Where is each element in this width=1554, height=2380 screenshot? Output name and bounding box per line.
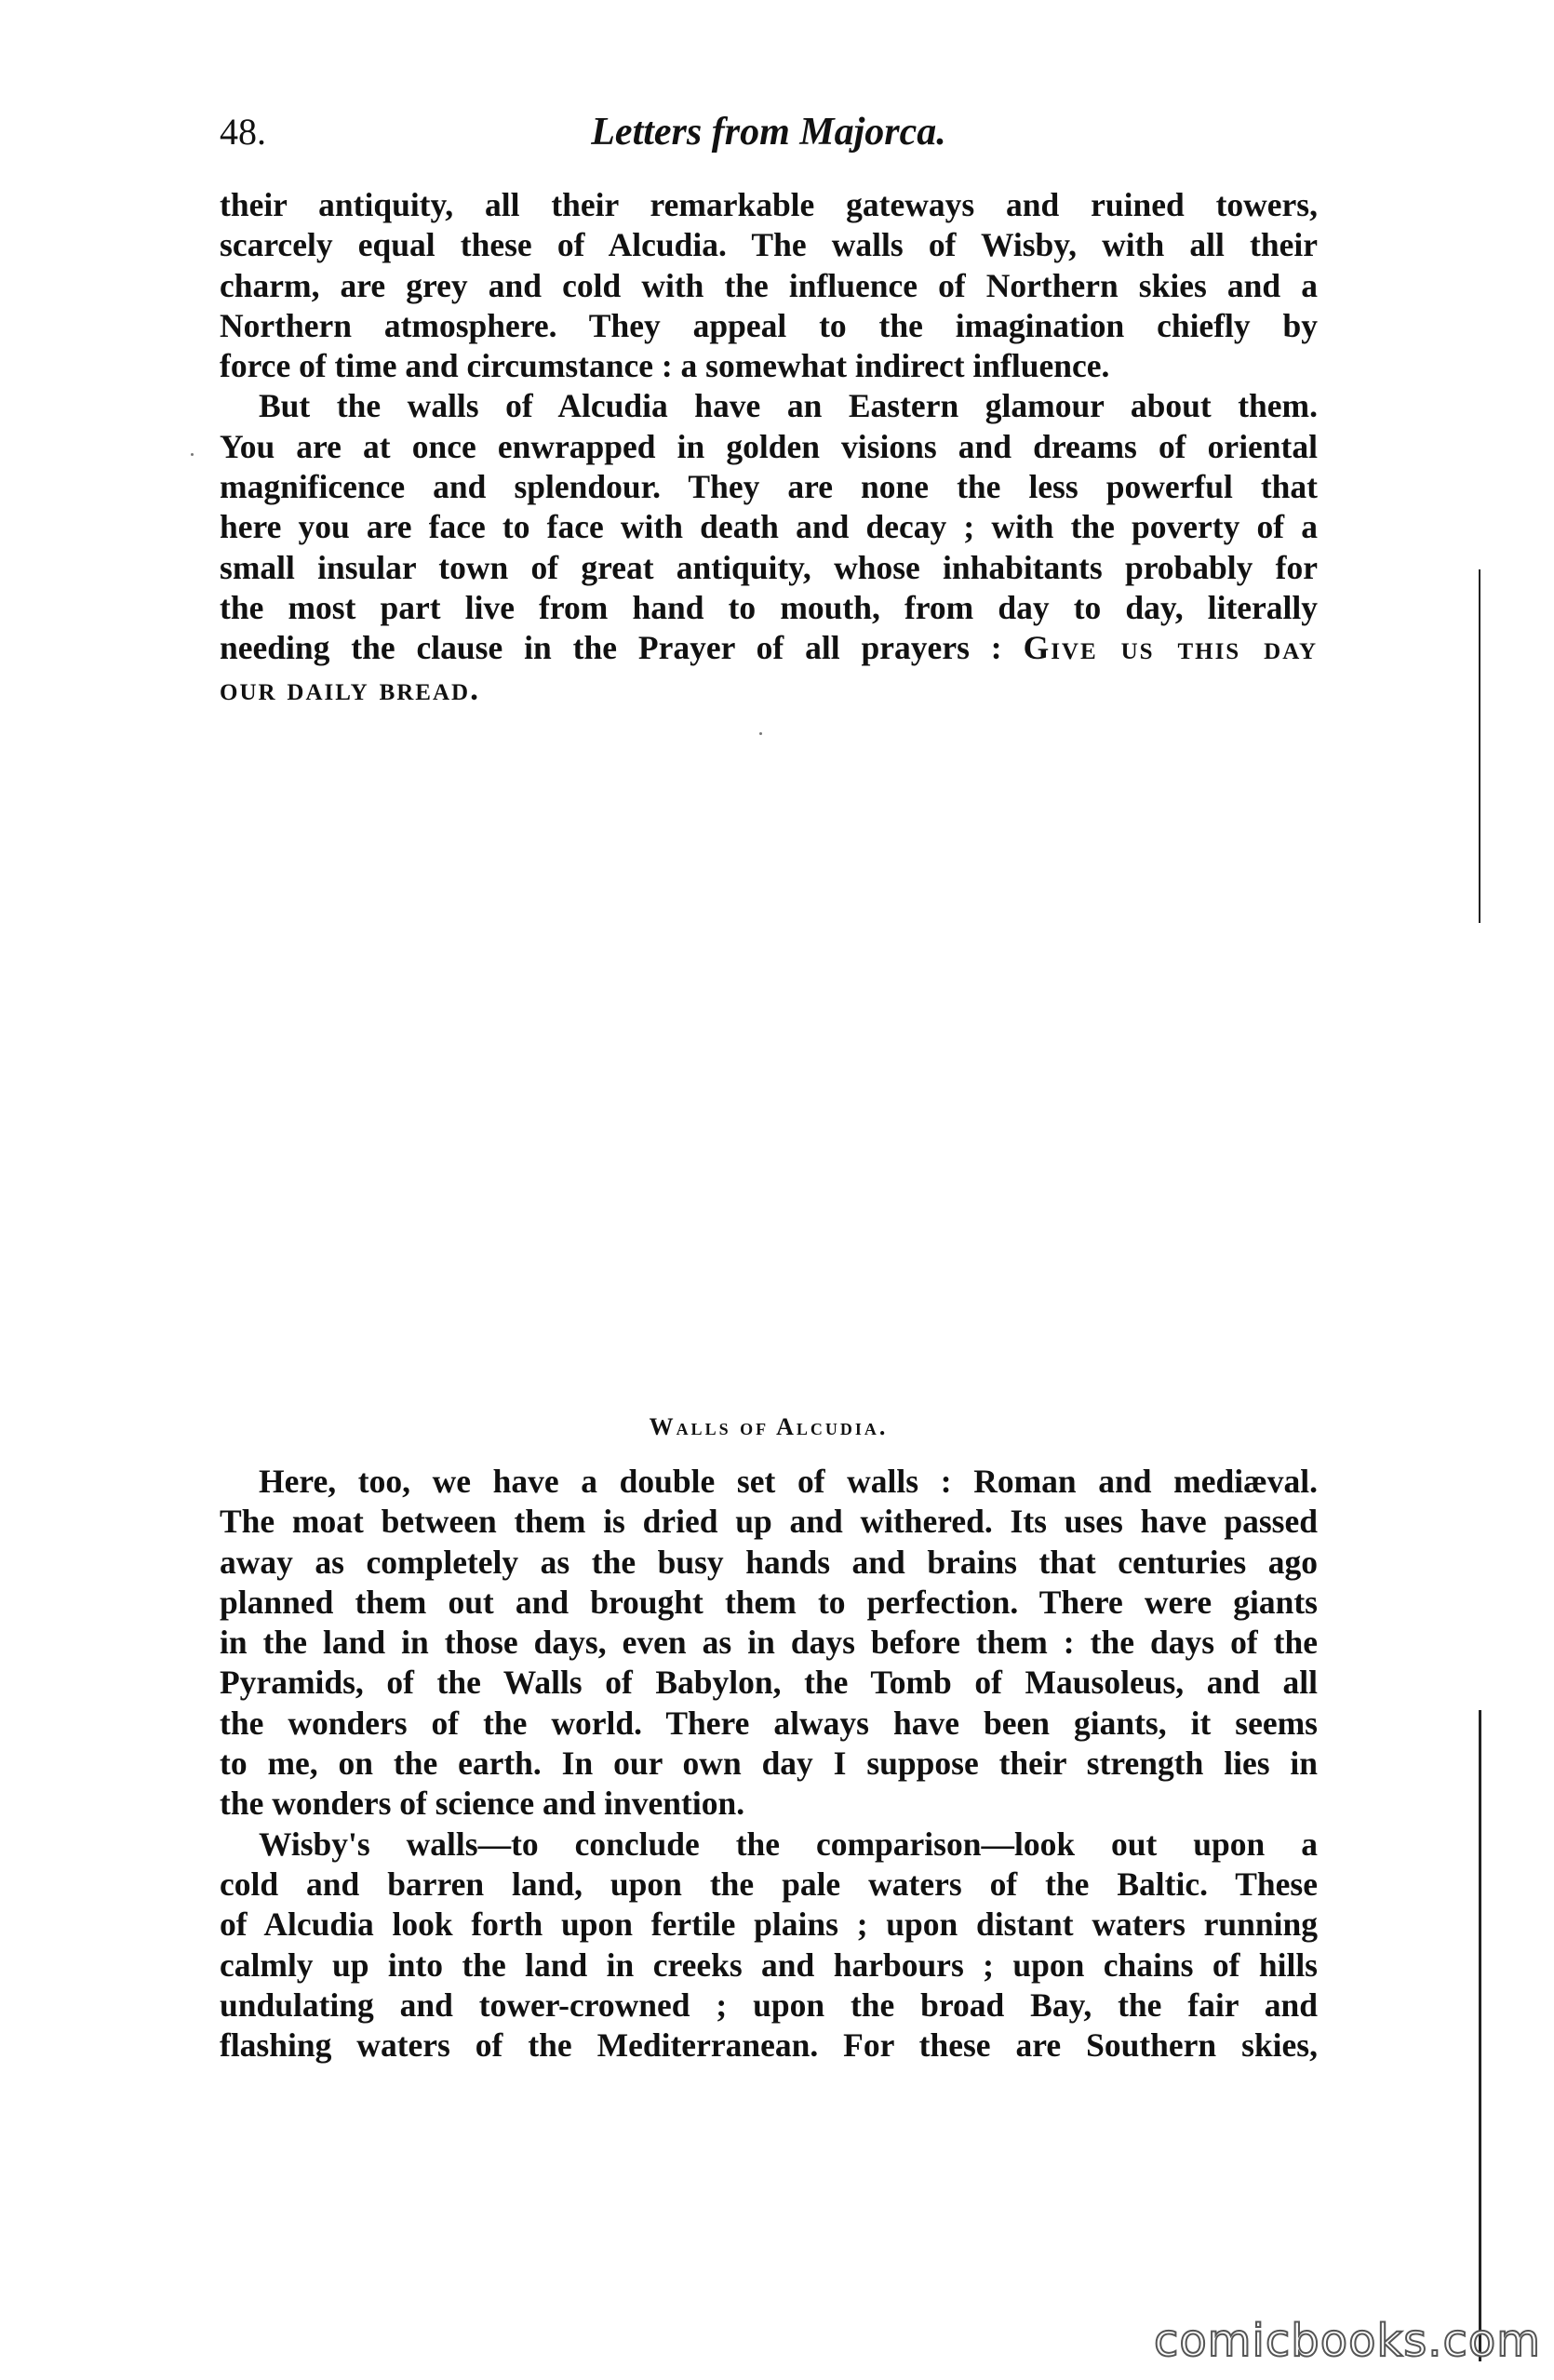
text-line: here you are face to face with death and decay ; with the poverty of a: [220, 508, 1318, 546]
text-line: the wonders of science and invention.: [220, 1785, 745, 1823]
text-line: Pyramids, of the Walls of Babylon, the Tomb of Mausoleus, and all: [220, 1664, 1318, 1702]
text-line: charm, are grey and cold with the influence of Northern skies and a: [220, 266, 1318, 304]
text-line: scarcely equal these of Alcudia. The walls of Wisby, with all their: [220, 226, 1318, 264]
small-caps-segment: Give us this day: [1023, 629, 1318, 667]
text-line: Here, too, we have a double set of walls : Roman and mediæval.: [259, 1463, 1318, 1500]
margin-rule: [1479, 1710, 1481, 2361]
text-line: planned them out and brought them to perfection. There were giants: [220, 1583, 1318, 1621]
text-line: force of time and circumstance : a somewhat indirect influence.: [220, 347, 1110, 385]
page-header: [220, 110, 1318, 166]
speck: [191, 453, 194, 456]
text-line: You are at once enwrapped in golden visions and dreams of oriental: [220, 427, 1318, 465]
text-line: their antiquity, all their remarkable gateways and ruined towers,: [220, 186, 1318, 223]
running-title: Letters from Majorca.: [591, 111, 946, 154]
text-line: magnificence and splendour. They are none the less powerful that: [220, 468, 1318, 506]
margin-rule: [1479, 569, 1480, 923]
text-line: The moat between them is dried up and withered. Its uses have passed: [220, 1503, 1318, 1541]
text-line: the most part live from hand to mouth, from day to day, literally: [220, 588, 1318, 626]
text-line: flashing waters of the Mediterranean. For these are Southern skies,: [220, 2026, 1318, 2065]
illustration-caption: Walls of Alcudia.: [649, 1413, 889, 1440]
watermark-logo: comicbooks.com: [1154, 2315, 1542, 2367]
text-line: to me, on the earth. In our own day I suppose their strength lies in: [220, 1745, 1318, 1783]
text-line: calmly up into the land in creeks and harbours ; upon chains of hills: [220, 1945, 1318, 1984]
text-line: But the walls of Alcudia have an Eastern glamour about them.: [259, 387, 1318, 425]
text-line: cold and barren land, upon the pale waters of the Baltic. These: [220, 1865, 1318, 1903]
text-segment: needing the clause in the Prayer of all prayers :: [220, 629, 1002, 667]
text-line: Northern atmosphere. They appeal to the imagination chiefly by: [220, 306, 1318, 344]
text-block-top: [220, 185, 1318, 709]
speck: [759, 732, 762, 735]
page-number: 48.: [220, 111, 266, 153]
text-line: our daily bread.: [220, 669, 480, 707]
text-block-bottom: [220, 1462, 1318, 2066]
text-line: of Alcudia look forth upon fertile plains ; upon distant waters running: [220, 1905, 1318, 1944]
text-line: the wonders of the world. There always have been giants, it seems: [220, 1704, 1318, 1742]
text-line: away as completely as the busy hands and brains that centuries ago: [220, 1543, 1318, 1581]
text-line: small insular town of great antiquity, whose inhabitants probably for: [220, 548, 1318, 586]
text-line: undulating and tower-crowned ; upon the broad Bay, the fair and: [220, 1986, 1318, 2024]
text-line: in the land in those days, even as in days before them : the days of the: [220, 1624, 1318, 1662]
text-line-with-small-caps: [220, 628, 1318, 668]
text-line: Wisby's walls—to conclude the comparison—look out upon a: [259, 1825, 1318, 1863]
